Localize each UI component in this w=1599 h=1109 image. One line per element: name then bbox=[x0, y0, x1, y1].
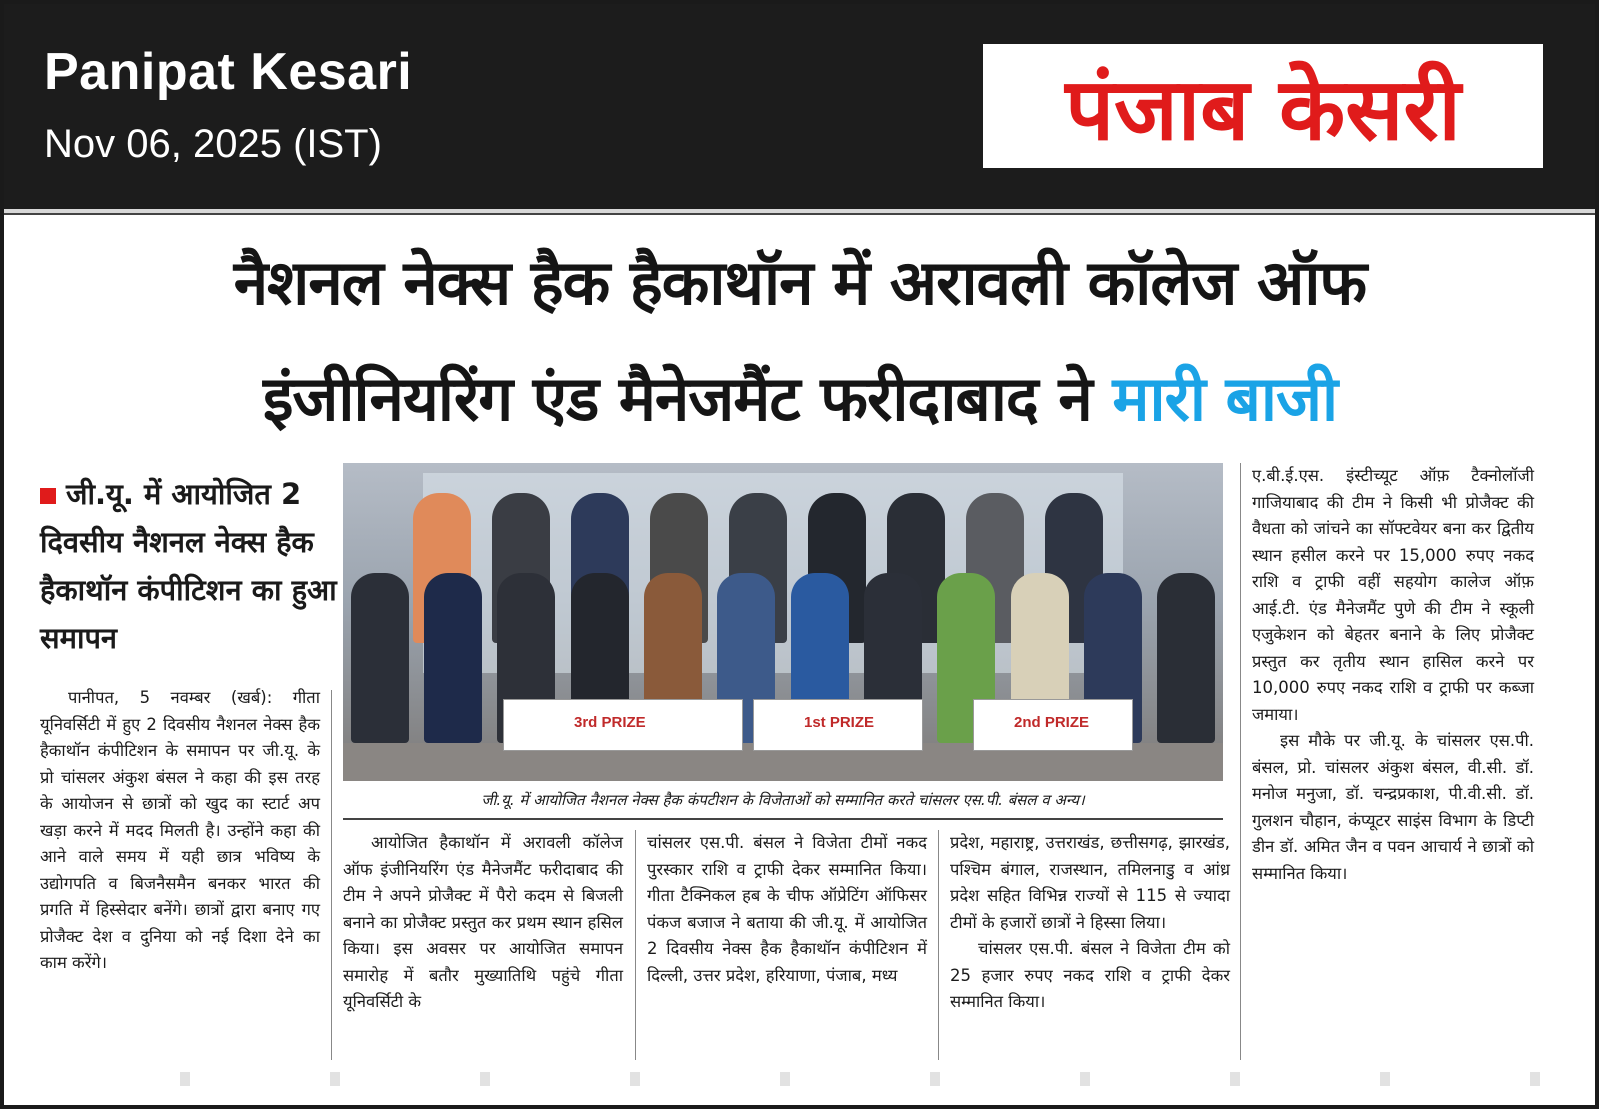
photo-caption: जी.यू. में आयोजित नैशनल नेक्स हैक कंपटीशन के विजेताओं को सम्मानित करते चांसलर एस.पी. बंसल व अन्य। bbox=[481, 791, 1085, 809]
column-divider bbox=[635, 830, 636, 1060]
article-paragraph: इस मौके पर जी.यू. के चांसलर एस.पी. बंसल, प्रो. चांसलर अंकुश बंसल, वी.सी. डॉ. मनोज मनुजा, डॉ. चन्द्रप्रकाश, पी.वी.सी. डॉ. गुलशन चौहान, कंप्यूटर साइंस विभाग के डिप्टी डीन डॉ. अमित जैन व पवन आचार्य ने छात्रों को सम्मानित किया। bbox=[1252, 731, 1534, 883]
article-paragraph: चांसलर एस.पी. बंसल ने विजेता टीम को 25 हजार रुपए नकद राशि व ट्राफी देकर सम्मानित किया। bbox=[950, 939, 1230, 1011]
header-bar bbox=[4, 4, 1595, 209]
prize-cheque-1st: 1st PRIZE bbox=[753, 699, 923, 751]
headline-line-1: नैशनल नेक्स हैक हैकाथॉन में अरावली कॉलेज ऑफ bbox=[233, 246, 1367, 319]
article-column-2 bbox=[343, 830, 623, 1016]
prize-cheque-2nd: 2nd PRIZE bbox=[973, 699, 1133, 751]
article-paragraph: प्रदेश, महाराष्ट्र, उत्तराखंड, छत्तीसगढ़, झारखंड, पश्चिम बंगाल, राजस्थान, तमिलनाडु व आंध्र प्रदेश सहित विभिन्न राज्यों से 115 से ज्यादा टीमों के हजारों छात्रों ने हिस्सा लिया। bbox=[950, 833, 1230, 932]
person-figure bbox=[1157, 573, 1215, 743]
headline-line-2 bbox=[30, 341, 1570, 457]
person-figure bbox=[424, 573, 482, 743]
caption-divider bbox=[343, 818, 1223, 820]
article-paragraph: पानीपत, 5 नवम्बर (खर्ब): गीता यूनिवर्सिटी में हुए 2 दिवसीय नैशनल नेक्स हैक हैकाथॉन कंपीटिशन के समापन पर जी.यू. के प्रो चांसलर अंकुश बंसल ने कहा की इस तरह के आयोजन से छात्रों को खुद का स्टार्ट अप खड़ा करने में मदद मिलती है। उन्होंने कहा की आने वाले समय में यही छात्र भविष्य के उद्योगपति व बिजनैसमैन बनकर भारत की प्रगति में हिस्सेदार बनेंगे। छात्रों द्वारा बनाए गए प्रोजैक्ट देश व दुनिया को नई दिशा देने का काम करेंगे। bbox=[40, 688, 320, 972]
headline-line-2-main: इंजीनियरिंग एंड मैनेजमैंट फरीदाबाद ने bbox=[262, 362, 1113, 435]
main-headline bbox=[30, 225, 1570, 457]
subheading bbox=[40, 470, 340, 662]
cropped-next-article-strip bbox=[40, 1072, 1540, 1086]
article-column-1 bbox=[40, 685, 320, 977]
person-figure bbox=[351, 573, 409, 743]
column-divider bbox=[938, 830, 939, 1060]
news-photo bbox=[343, 463, 1223, 781]
edition-name: Panipat Kesari bbox=[44, 43, 413, 101]
header-divider-dark bbox=[4, 213, 1595, 215]
article-column-5 bbox=[1252, 463, 1534, 887]
prize-cheque-3rd: 3rd PRIZE bbox=[503, 699, 743, 751]
column-divider bbox=[331, 690, 332, 1060]
article-paragraph: ए.बी.ई.एस. इंस्टीच्यूट ऑफ़ टैक्नोलॉजी गाजियाबाद की टीम ने किसी भी प्रोजैक्ट की वैधता को जांचने का सॉफ्टवेयर बना कर द्वितीय स्थान हसील करने पर 15,000 रुपए नकद राशि व ट्राफी वहीं सहयोग कालेज ऑफ़ आई.टी. एंड मैनेजमैंट पुणे की टीम ने स्कूली एजुकेशन को बेहतर बनाने के लिए प्रोजैक्ट प्रस्तुत कर तृतीय स्थान हासिल करने पर 10,000 रुपए नकद राशि व ट्राफी पर कब्जा जमाया। bbox=[1252, 466, 1534, 724]
article-column-4 bbox=[950, 830, 1230, 1016]
masthead-logo-text: पंजाब केसरी bbox=[1065, 59, 1461, 160]
newspaper-masthead bbox=[983, 44, 1543, 168]
article-column-3 bbox=[647, 830, 927, 989]
publication-date: Nov 06, 2025 (IST) bbox=[44, 122, 382, 166]
article-paragraph: चांसलर एस.पी. बंसल ने विजेता टीमों नकद पुरस्कार राशि व ट्राफी देकर सम्मानित किया। गीता टैक्निकल हब के चीफ ऑप्रेटिंग ऑफिसर पंकज बजाज ने बताया की जी.यू. में आयोजित 2 दिवसीय नेक्स हैक हैकाथॉन कंपीटिशन में दिल्ली, उत्तर प्रदेश, हरियाणा, पंजाब, मध्य bbox=[647, 833, 927, 985]
subheading-text: जी.यू. में आयोजित 2 दिवसीय नैशनल नेक्स हैक हैकाथॉन कंपीटिशन का हुआ समापन bbox=[40, 477, 337, 655]
article-paragraph: आयोजित हैकाथॉन में अरावली कॉलेज ऑफ इंजीनियरिंग एंड मैनेजमैंट फरीदाबाद की टीम ने अपने प्रोजैक्ट में पैरो कदम से बिजली बनाने का प्रोजैक्ट प्रस्तुत कर प्रथम स्थान हसिल किया। इस अवसर पर आयोजित समापन समारोह में बतौर मुख्यातिथि पहुंचे गीता यूनिवर्सिटी के bbox=[343, 833, 623, 1011]
headline-accent: मारी बाजी bbox=[1112, 362, 1338, 435]
red-square-bullet-icon bbox=[40, 488, 56, 504]
column-divider bbox=[1240, 463, 1241, 1060]
